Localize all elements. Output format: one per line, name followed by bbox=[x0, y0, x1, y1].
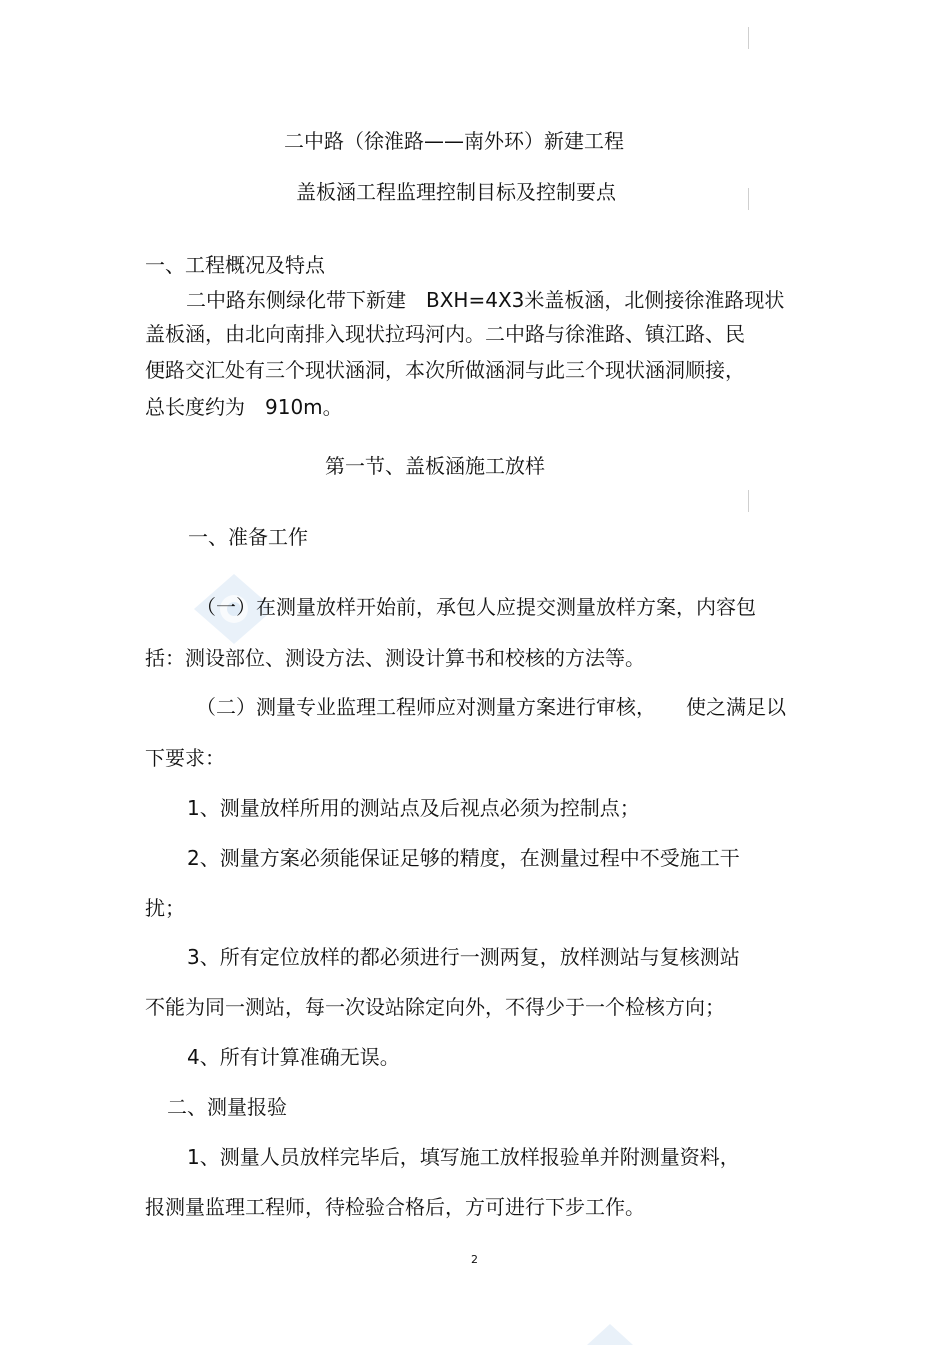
list-item: 4、所有计算准确无误。 bbox=[187, 1045, 400, 1069]
document-subtitle: 盖板涵工程监理控制目标及控制要点 bbox=[296, 180, 616, 204]
list-item: 1、测量人员放样完毕后，填写施工放样报验单并附测量资料， bbox=[187, 1145, 740, 1169]
page-number: 2 bbox=[471, 1253, 478, 1266]
list-item: 不能为同一测站，每一次设站除定向外，不得少于一个检核方向； bbox=[145, 995, 725, 1019]
margin-mark bbox=[748, 188, 749, 210]
margin-mark bbox=[748, 27, 749, 49]
subsection-heading: 二、测量报验 bbox=[167, 1095, 287, 1119]
paragraph-line: 二中路东侧绿化带下新建 BXH=4X3米盖板涵，北侧接徐淮路现状 bbox=[186, 288, 785, 312]
subsection-heading: 一、准备工作 bbox=[188, 525, 308, 549]
list-item: 扰； bbox=[145, 896, 185, 920]
list-item: 3、所有定位放样的都必须进行一测两复，放样测站与复核测站 bbox=[187, 945, 740, 969]
document-title: 二中路（徐淮路——南外环）新建工程 bbox=[284, 129, 624, 153]
list-item: 2、测量方案必须能保证足够的精度，在测量过程中不受施工干 bbox=[187, 846, 740, 870]
chapter-heading: 第一节、盖板涵施工放样 bbox=[325, 454, 545, 478]
paragraph-line: 总长度约为 910m。 bbox=[145, 395, 343, 419]
watermark-logo bbox=[585, 1322, 635, 1345]
margin-mark bbox=[748, 490, 749, 512]
paragraph-line: 便路交汇处有三个现状涵洞，本次所做涵洞与此三个现状涵洞顺接， bbox=[145, 358, 745, 382]
paragraph-line: 括：测设部位、测设方法、测设计算书和校核的方法等。 bbox=[145, 646, 645, 670]
paragraph-line: 盖板涵，由北向南排入现状拉玛河内。二中路与徐淮路、镇江路、民 bbox=[145, 322, 745, 346]
section-heading: 一、工程概况及特点 bbox=[145, 253, 325, 277]
paragraph-line: 下要求： bbox=[145, 746, 225, 770]
list-item: 1、测量放样所用的测站点及后视点必须为控制点； bbox=[187, 796, 640, 820]
paragraph-line: （二）测量专业监理工程师应对测量方案进行审核， 使之满足以 bbox=[196, 695, 786, 719]
paragraph-line: （一）在测量放样开始前，承包人应提交测量放样方案，内容包 bbox=[196, 595, 756, 619]
list-item: 报测量监理工程师，待检验合格后，方可进行下步工作。 bbox=[145, 1195, 645, 1219]
